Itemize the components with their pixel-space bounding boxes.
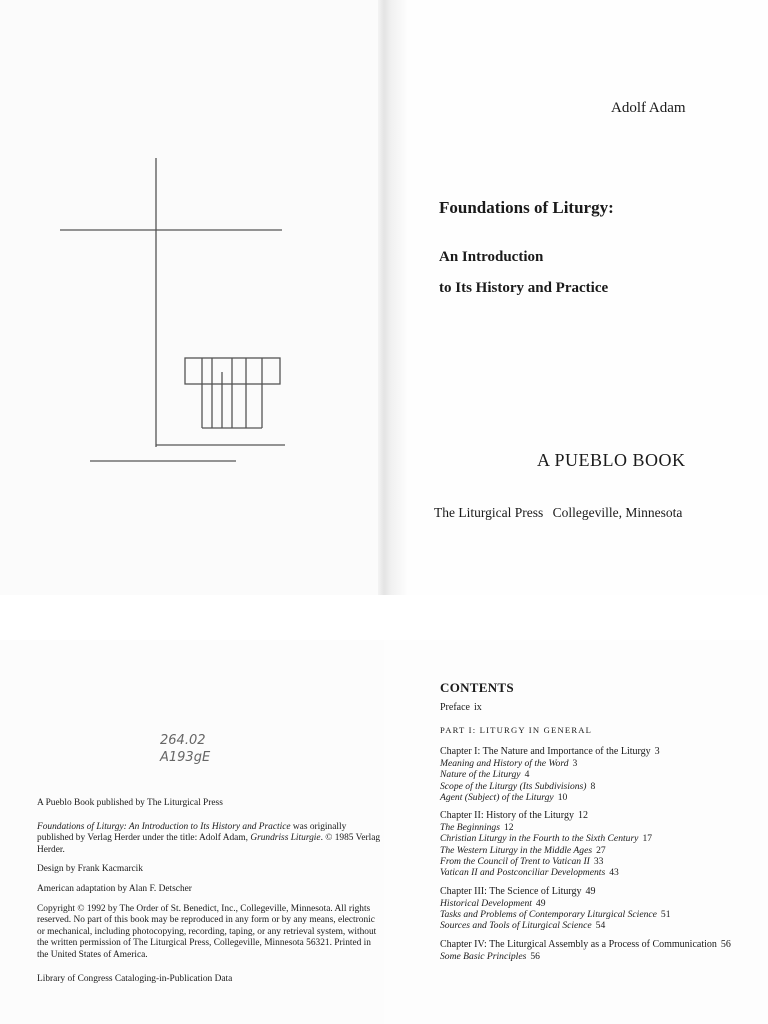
- section-label: Scope of the Liturgy (Its Subdivisions): [440, 780, 587, 792]
- subtitle-line-1: An Introduction: [439, 249, 544, 265]
- preface-page: ix: [473, 702, 482, 713]
- chapter-title-label: Chapter III: The Science of Liturgy: [440, 885, 582, 897]
- section-entry: [440, 920, 760, 931]
- section-entry: [440, 898, 760, 909]
- section-label: From the Council of Trent to Vatican II: [440, 856, 590, 868]
- section-entry: [440, 909, 760, 920]
- design-credit: Design by Frank Kacmarcik: [37, 864, 143, 875]
- preface-label: Preface: [440, 702, 470, 713]
- original-note: was originally published by Verlag Herder under the title: Adolf Adam,: [37, 821, 347, 844]
- copyright-notice: Copyright © 1992 by The Order of St. Benedict, Inc., Collegeville, Minnesota. All rights reserved. No part of this book may be reproduced in any form or by any means, electronic or mechanical, including photocopying, recording, taping, or any retrieval system, without the written permission of The Liturgical Press, Collegeville, Minnesota 56321. Printed in the United States of America.: [37, 903, 377, 960]
- section-entry: [440, 951, 760, 962]
- section-page: 56: [530, 950, 540, 962]
- original-edition-note: [37, 822, 382, 857]
- section-label: Sources and Tools of Liturgical Science: [440, 920, 592, 932]
- part-heading: PART I: LITURGY IN GENERAL: [440, 725, 593, 735]
- chapter-page: 12: [577, 810, 588, 822]
- chapter-page: 56: [720, 938, 731, 950]
- german-title: Grundriss Liturgie: [250, 833, 321, 844]
- chapter-title: [440, 745, 760, 758]
- section-page: 12: [503, 822, 514, 834]
- cross-illustration: [0, 0, 384, 595]
- cip-heading: Library of Congress Cataloging-in-Publication Data: [37, 973, 233, 984]
- contents-heading: CONTENTS: [440, 680, 514, 695]
- section-entry: [440, 845, 760, 856]
- publisher-name: The Liturgical Press: [434, 505, 544, 520]
- contents-page: [384, 640, 768, 1024]
- section-label: Nature of the Liturgy: [440, 769, 521, 781]
- imprint-block: [37, 798, 382, 993]
- section-label: Historical Development: [440, 897, 532, 909]
- chapter-title: [440, 885, 760, 898]
- section-label: The Beginnings: [440, 822, 500, 834]
- chapter-page: 49: [585, 885, 596, 897]
- chapter-title-label: Chapter I: The Nature and Importance of the Liturgy: [440, 746, 651, 757]
- copyright-page: [0, 640, 384, 1024]
- imprint-line: A Pueblo Book published by The Liturgical Press: [37, 798, 223, 808]
- section-page: 27: [596, 844, 606, 856]
- chapter-title-label: Chapter II: History of the Liturgy: [440, 810, 574, 822]
- chapter-title: [440, 938, 760, 951]
- title-page: [384, 0, 768, 595]
- chapter-list: [440, 745, 760, 962]
- section-entry: [440, 822, 760, 833]
- section-entry: [440, 856, 760, 867]
- section-entry: [440, 792, 760, 803]
- book-gutter: [378, 0, 408, 595]
- section-page: 17: [642, 833, 653, 845]
- table-of-contents: [440, 680, 760, 968]
- section-entry: [440, 758, 760, 769]
- section-page: 49: [535, 897, 546, 909]
- section-page: 54: [595, 920, 606, 932]
- original-title: Foundations of Liturgy: An Introduction to Its History and Practice: [37, 821, 291, 832]
- section-page: 51: [660, 908, 671, 920]
- adaptation-credit: American adaptation by Alan F. Detscher: [37, 883, 192, 894]
- chapter-entry: [440, 885, 760, 932]
- section-page: 4: [524, 769, 530, 781]
- preface-entry: [440, 702, 760, 713]
- chapter-title-label: Chapter IV: The Liturgical Assembly as a Process of Communication: [440, 938, 717, 950]
- publisher-line: [434, 505, 682, 521]
- section-page: 8: [590, 780, 596, 792]
- publisher-location: Collegeville, Minnesota: [552, 505, 683, 520]
- page-gap: [0, 595, 768, 640]
- section-entry: [440, 867, 760, 878]
- book-subtitle: [439, 242, 608, 304]
- section-label: The Western Liturgy in the Middle Ages: [440, 844, 593, 856]
- section-entry: [440, 781, 760, 792]
- left-page-illustration: [0, 0, 384, 595]
- original-copyright: . © 1985 Verlag Herder.: [37, 833, 381, 855]
- section-label: Vatican II and Postconciliar Developments: [440, 867, 606, 879]
- section-label: Meaning and History of the Word: [440, 758, 569, 769]
- chapter-title: [440, 809, 760, 822]
- handwritten-call-number: 264.02 A193gE: [160, 733, 211, 765]
- section-label: Tasks and Problems of Contemporary Liturgical Science: [440, 908, 657, 920]
- section-entry: [440, 833, 760, 844]
- section-entry: [440, 769, 760, 780]
- section-label: Agent (Subject) of the Liturgy: [440, 791, 554, 803]
- chapter-page: 3: [654, 746, 660, 757]
- chapter-entry: [440, 745, 760, 803]
- section-page: 43: [609, 867, 619, 879]
- chapter-entry: [440, 938, 760, 962]
- section-label: Some Basic Principles: [440, 950, 527, 962]
- subtitle-line-2: to Its History and Practice: [439, 280, 609, 296]
- section-page: 3: [572, 758, 578, 769]
- chapter-entry: [440, 809, 760, 878]
- section-page: 33: [593, 856, 604, 868]
- section-page: 10: [557, 791, 568, 803]
- book-title: Foundations of Liturgy:: [439, 198, 614, 217]
- author-name: Adolf Adam: [611, 100, 686, 116]
- section-label: Christian Liturgy in the Fourth to the Sixth Century: [440, 833, 639, 845]
- series-name: A PUEBLO BOOK: [537, 450, 686, 470]
